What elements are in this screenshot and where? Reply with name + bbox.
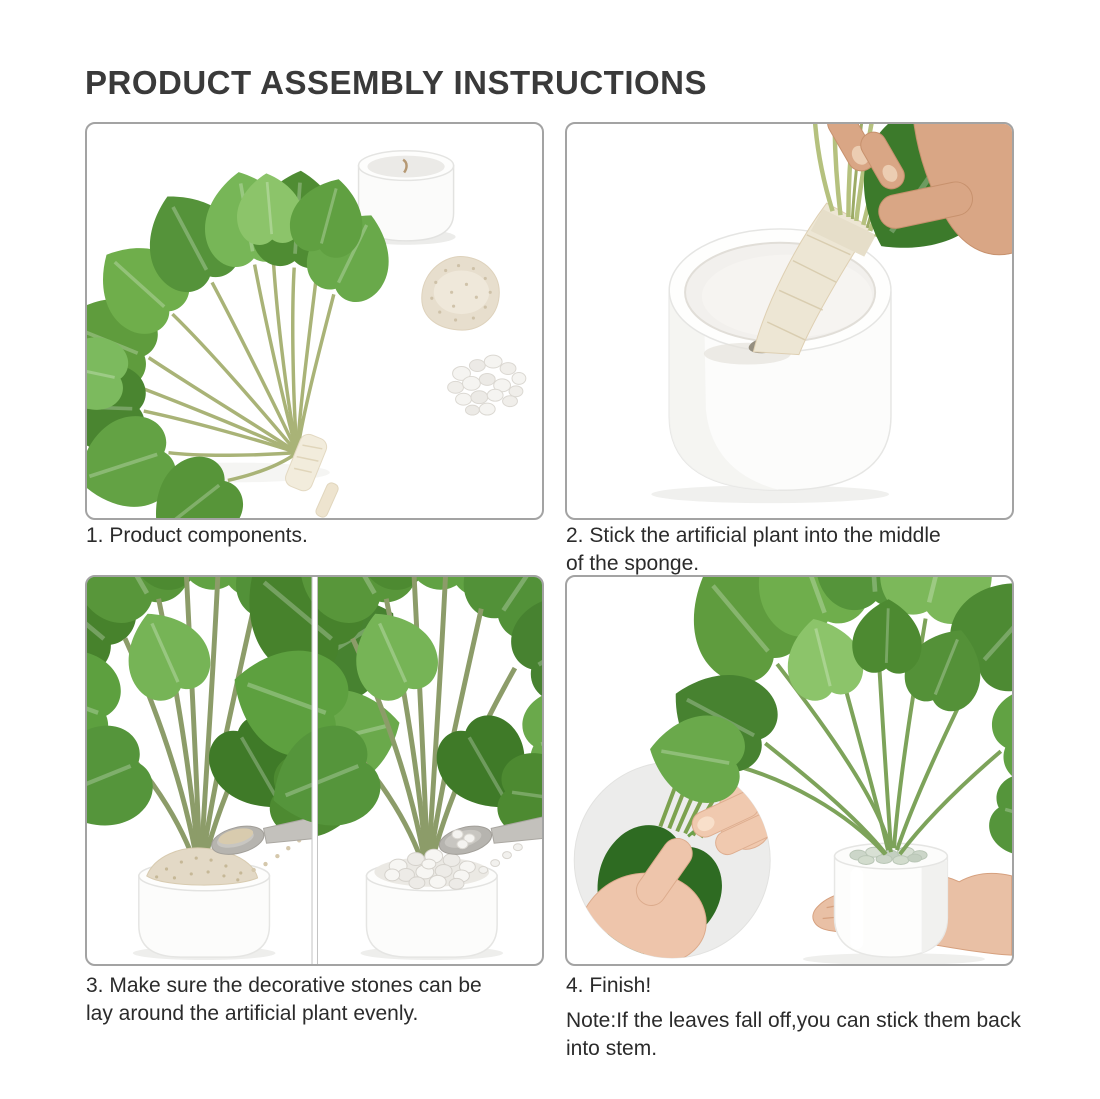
step-4-caption [566, 972, 1056, 1063]
caption-line: 4. Finish! [566, 974, 652, 997]
step-3-caption [86, 972, 544, 1028]
caption-line: lay around the artificial plant evenly. [86, 1002, 419, 1025]
page-title: PRODUCT ASSEMBLY INSTRUCTIONS [85, 64, 708, 102]
leaf-repair-inset [567, 762, 781, 964]
step-1-caption [86, 522, 544, 550]
note-line: into stem. [566, 1037, 658, 1060]
step-4-photo [565, 575, 1014, 966]
insert-illustration [567, 124, 1012, 518]
step-1-photo [85, 122, 544, 520]
step-2-caption [566, 522, 1036, 578]
components-illustration [87, 124, 542, 518]
step-3-photo [85, 575, 544, 966]
note-line: Note:If the leaves fall off,you can stick them back [566, 1009, 1021, 1032]
scoop-spoon [436, 817, 542, 860]
finish-illustration [567, 577, 1012, 964]
caption-line: 3. Make sure the decorative stones can be [86, 974, 482, 997]
sand-pile [422, 256, 500, 330]
pebble-pile [448, 355, 526, 415]
stones-comparison-illustration [87, 577, 542, 964]
caption-line: 2. Stick the artificial plant into the middle [566, 524, 941, 547]
white-pot [669, 229, 891, 490]
sand-fill [147, 848, 258, 885]
caption-line: 1. Product components. [86, 524, 308, 547]
finished-pot [835, 843, 948, 957]
caption-line: of the sponge. [566, 552, 700, 575]
step-2-photo [565, 122, 1014, 520]
plant-bundle [87, 165, 408, 518]
